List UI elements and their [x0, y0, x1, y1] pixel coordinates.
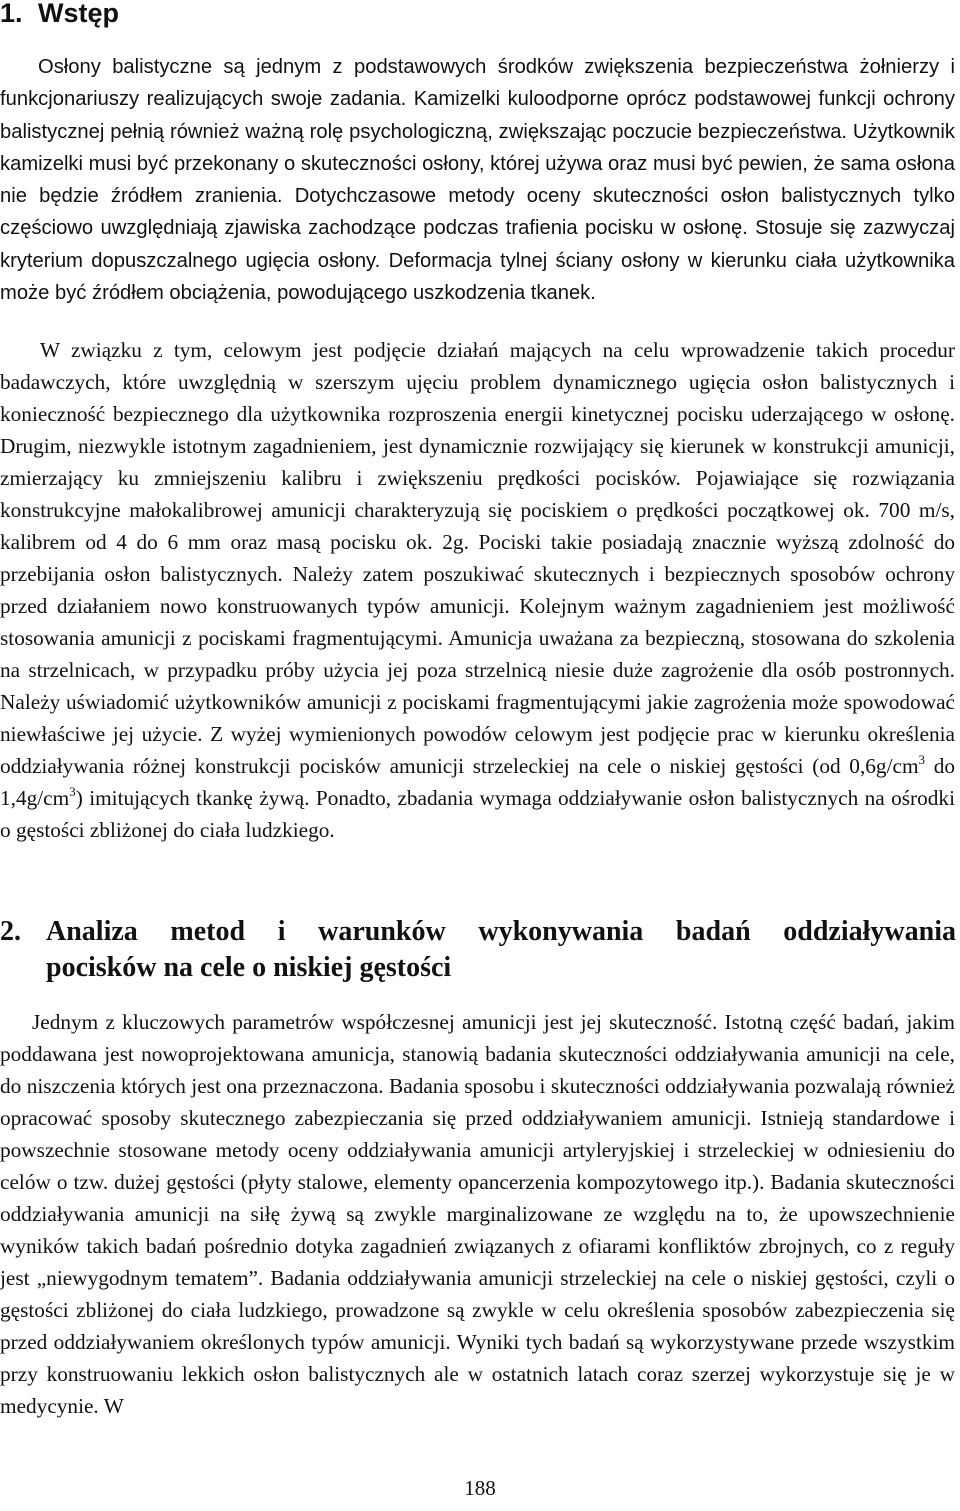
section-1-intro: [0, 51, 955, 309]
section-1-paragraph-1: Osłony balistyczne są jednym z podstawowych środków zwiększenia bezpieczeństwa żołnierzy i funkcjonariuszy realizujących swoje zadania. Kamizelki kuloodporne oprócz podstawowej funkcji ochrony balistycznej pełnią również ważną rolę psychologiczną, zwiększając poczucie bezpieczeństwa. Użytkownik kamizelki musi być przekonany o skuteczności osłony, której używa oraz musi być pewien, że sama osłona nie będzie źródłem zranienia. Dotychczasowe metody oceny skuteczności osłon balistycznych tylko częściowo uwzględniają zjawiska zachodzące podczas trafienia pocisku w osłonę. Stosuje się zazwyczaj kryterium dopuszczalnego ugięcia osłony. Deformacja tylnej ściany osłony w kierunku ciała użytkownika może być źródłem obciążenia, powodującego uszkodzenia tkanek.: [0, 56, 955, 305]
section-2-number: 2.: [0, 916, 21, 947]
section-2-title: [46, 914, 956, 986]
section-1-body: [0, 313, 955, 868]
section-1-paragraph-2: [0, 334, 955, 846]
section-2-body: [0, 1006, 955, 1422]
page-number: 188: [464, 1476, 496, 1500]
section-1-heading: [0, 0, 119, 32]
section-2-heading: [0, 914, 956, 986]
section-2-title-line-1: Analiza metod i warunków wykonywania badań oddziaływania: [46, 916, 956, 947]
section-2-paragraph-1: Jednym z kluczowych parametrów współczesnej amunicji jest jej skuteczność. Istotną część badań, jakim poddawana jest nowoprojektowana amunicja, stanowią badania skuteczności oddziaływania amunicji na cele, do niszczenia których jest ona przeznaczona. Badania sposobu i skuteczności oddziaływania pozwalają również opracować sposoby skutecznego zabezpieczania się przed oddziaływaniem amunicji. Istnieją standardowe i powszechnie stosowane metody oceny oddziaływania amunicji artyleryjskiej i strzeleckiej w odniesieniu do celów o tzw. dużej gęstości (płyty stalowe, elementy opancerzenia kompozytowego itp.). Badania skuteczności oddziaływania amunicji na siłę żywą są zwykle marginalizowane ze względu na to, że upowszechnienie wyników takich badań pośrednio dotyka zagadnień związanych z ofiarami konfliktów zbrojnych, co z reguły jest „niewygodnym tematem”. Badania oddziaływania amunicji strzeleckiej na cele o niskiej gęstości, czyli o gęstości zbliżonej do ciała ludzkiego, prowadzone są zwykle w celu określenia sposobów zabezpieczenia się przed oddziaływaniem określonych typów amunicji. Wyniki tych badań są wykorzystywane przede wszystkim przy konstruowaniu lekkich osłon balistycznych ale w ostatnich latach coraz szerzej wykorzystuje się je w medycynie. W: [0, 1010, 955, 1418]
superscript-2: 3: [69, 784, 76, 800]
superscript-1: 3: [918, 752, 926, 768]
section-1-title: Wstęp: [38, 0, 119, 28]
section-1-number: 1.: [0, 0, 23, 28]
paragraph-2-text-c: ) imitujących tkankę żywą. Ponadto, zbadania wymaga oddziaływanie osłon balistycznych na ośrodki o gęstości zbliżonej do ciała ludzkiego.: [0, 786, 955, 843]
paragraph-2-text-a: W związku z tym, celowym jest podjęcie działań mających na celu wprowadzenie takich procedur badawczych, które uwzględnią w szerszym ujęciu problem dynamicznego ugięcia osłon balistycznych i konieczność bezpiecznego dla użytkownika rozproszenia energii kinetycznej pocisku uderzającego w osłonę. Drugim, niezwykle istotnym zagadnieniem, jest dynamicznie rozwijający się kierunek w konstrukcji amunicji, zmierzający ku zmniejszeniu kalibru i zwiększeniu prędkości pocisków. Pojawiające się rozwiązania konstrukcyjne małokalibrowej amunicji charakteryzują się pociskiem o prędkości początkowej ok. 700 m/s, kalibrem od 4 do 6 mm oraz masą pocisku ok. 2g. Pociski takie posiadają znacznie wyższą zdolność do przebijania osłon balistycznych. Należy zatem poszukiwać skutecznych i bezpiecznych sposobów ochrony przed działaniem nowo konstruowanych typów amunicji. Kolejnym ważnym zagadnieniem jest możliwość stosowania amunicji z pociskami fragmentującymi. Amunicja uważana za bezpieczną, stosowana do szkolenia na strzelnicach, w przypadku próby użycia jej poza strzelnicą niesie duże zagrożenie dla osób postronnych. Należy uświadomić użytkowników amunicji z pociskami fragmentującymi jakie zagrożenia może spowodować niewłaściwe jej użycie. Z wyżej wymienionych powodów celowym jest podjęcie prac w kierunku określenia oddziaływania różnej konstrukcji pocisków amunicji strzeleckiej na cele o niskiej gęstości (od 0,6g/cm: [0, 338, 955, 779]
paragraph-2-text-b: do 1,4g/cm: [0, 754, 955, 811]
section-2-title-line-2: pocisków na cele o niskiej gęstości: [46, 952, 452, 983]
